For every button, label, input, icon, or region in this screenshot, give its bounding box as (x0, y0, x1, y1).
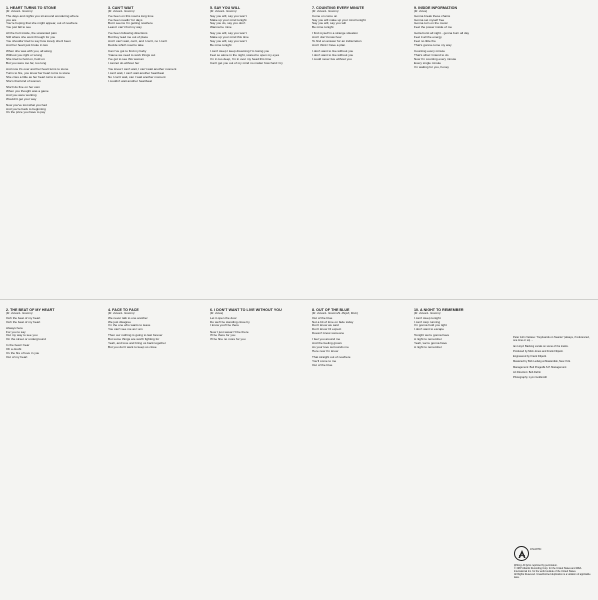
lyric-line: Don't know we said (312, 323, 339, 328)
lyric-line: Oh a doubt (6, 347, 22, 352)
song-credit: (M. Jones) (414, 9, 428, 14)
lyric-line: But you were too far, too long (6, 60, 47, 65)
lyric-line: I couldn't wait another heartbeat (108, 78, 152, 83)
lyric-line: Out of the blue (312, 362, 333, 367)
lyric-line: But you don't want to keep us close (108, 345, 157, 350)
atlantic-logo (514, 546, 529, 561)
lyric-line: I'm waiting for you, honey (414, 64, 449, 69)
lyric-line: Decide which road to take (108, 43, 144, 48)
song-title: 7. COUNTING EVERY MINUTE (312, 6, 365, 10)
label-name: ATLANTIC (530, 548, 542, 551)
lyric-line: But some things are worth fighting for (108, 337, 160, 342)
lyric-line: And you're back to beginning (6, 106, 46, 111)
lyric-line: Say you will, say you won't (210, 39, 247, 44)
lyric-line: But it seems I'm getting nowhere (108, 21, 153, 26)
lyric-stanza (6, 104, 102, 116)
lyric-stanza (6, 327, 102, 343)
lyric-stanza (312, 50, 408, 62)
lyric-line: When you thought was a game (6, 88, 49, 93)
lyric-line: Here now I'm know (312, 349, 339, 354)
lyric-line: 'Cause we need to work things out (108, 53, 156, 58)
lyric-line: She cries a little as her heart turns to stone (6, 74, 65, 79)
lyric-line: Come on come on (312, 13, 338, 18)
album-credits (513, 336, 593, 382)
lyric-line: And you were working (6, 92, 37, 97)
lyric-line: I've got to see this woman (108, 57, 144, 62)
lyric-line: All the hurt inside, the unwanted pain (6, 31, 57, 36)
song-title: 2. THE BEAT OF MY HEART (6, 308, 55, 312)
lyric-stanza (414, 317, 510, 333)
song-block (108, 308, 204, 594)
lyric-line: Gonna set myself free (414, 17, 445, 22)
lyric-stanza (414, 15, 510, 31)
lyric-line: you are (6, 17, 17, 22)
lyric-line: That's gonna come my way (414, 43, 452, 48)
lyric-stanza (414, 334, 510, 350)
lyric-line: Feel so alone in the night, scared to open my eyes (210, 53, 280, 58)
lyric-line: Say you will, say you will (312, 21, 346, 26)
lyric-stanza (210, 32, 306, 48)
song-credit: (M. Jones/L. Gramm/S. Mirjeh, Mom) (312, 311, 358, 316)
credit-paragraph: Photography: Lynn Goldsmith (513, 376, 548, 380)
lyric-line: I can't sleep I keep dreaming I'm losing you (210, 49, 270, 54)
lyric-line: I could never live without you (312, 57, 352, 62)
lyric-line: Gotta burst all night - gonna burn all day (414, 31, 470, 36)
song-credit: (M. Jones/L. Gramm) (6, 311, 33, 316)
song-credit: (M. Jones/L. Gramm) (108, 311, 135, 316)
lyric-line: It's the price you have to pay (6, 110, 46, 115)
lyric-line: Tonight we're gonna have (414, 333, 450, 338)
lyric-line: You're hoping that she might appear, out of nowhere (6, 21, 78, 26)
lyric-line: I can't sleep tonight (414, 315, 441, 320)
song-block (414, 308, 510, 594)
lyric-line: I find myself in a strange situation (312, 31, 358, 36)
lyric-line: But they lead me out of place (108, 35, 149, 40)
lyric-line: Wouldn't get your way (6, 96, 37, 101)
fine-print-line: Writing: All lyrics reprinted by permission. (514, 564, 558, 567)
lyric-line: And I think I have a plan (312, 43, 346, 48)
lyric-line: And I can't wait, can't, and I can't, no I can't (108, 39, 168, 44)
lyric-line: It's the fire of love in you (6, 351, 40, 356)
lyric-line: Wanna be mine (210, 25, 232, 30)
lyric-line: When she was with you, all along (6, 49, 52, 54)
lyric-line: Can I've got to find my baby (108, 49, 147, 54)
lyric-line: That's what I intend to do (414, 53, 449, 58)
lyric-line: She's that kind of woman (6, 78, 41, 83)
lyric-line: Yeah, we're gonna have (414, 341, 447, 346)
lyric-stanza (312, 15, 408, 31)
lyric-line: On the street or underground (6, 337, 46, 342)
lyric-stanza (414, 50, 510, 70)
song-block (414, 6, 510, 292)
lyric-stanza (108, 50, 204, 66)
lyric-line: That straight out of nowhere (312, 355, 351, 360)
fold-line (0, 299, 598, 300)
lyric-line: You'll come to me (312, 359, 337, 364)
credit-paragraph: Management: Bud Prager/E.S.P. Management (513, 365, 567, 369)
lyric-line: Out of my heart (6, 355, 28, 360)
atlantic-a-icon (517, 549, 527, 559)
lyric-line: Not a bit of time on fade today (312, 319, 354, 324)
song-block (108, 6, 204, 292)
lyric-line: Without you right or wrong (6, 53, 43, 58)
song-title: 10. A NIGHT TO REMEMBER (414, 308, 464, 312)
lyric-line: Feel it all the energy (414, 35, 442, 40)
lyric-line: And I don't know how (312, 35, 342, 40)
lyric-line: Turns to fire, you know her heart turns to stone (6, 70, 71, 75)
lyric-line: You can't see me as I am (108, 327, 143, 332)
lyric-line: Feel no little fire (414, 39, 436, 44)
lyric-line: Always here (6, 325, 23, 330)
lyric-line: I've been on this road a long time (108, 13, 154, 18)
credit-paragraph: Produced by Mick Jones and Frank Filipetti. (513, 349, 564, 353)
lyric-line: As your love surrounds me (312, 345, 349, 350)
lyric-stanza (108, 32, 204, 48)
lyric-line: Least I can't find my way (108, 25, 142, 30)
lyric-line: The days and nights you sit around wondering where (6, 13, 79, 18)
lyric-stanza (210, 331, 306, 343)
lyric-line: You just fall to see (6, 25, 31, 30)
credit-paragraph: Ian Lloyd: Backing vocals on some of the tracks. (513, 344, 569, 348)
lyric-line: Ooh the beat of my heart (6, 315, 41, 320)
lyric-line: Can't get you out of my mind no matter how hard I try (210, 60, 283, 65)
lyric-stanza (108, 334, 204, 350)
lyric-line: Say you will, say you won't (210, 13, 247, 18)
song-title: 4. FACE TO FACE (108, 308, 139, 312)
lyric-line: Doesn't know someone (312, 331, 345, 336)
credit-paragraph: Engineered by Frank Filipetti. (513, 355, 547, 359)
lyric-line: I cannot do without her (108, 60, 140, 65)
lyric-line: Don't know I'd expect (312, 327, 342, 332)
lyric-line: Counting every minute (414, 49, 445, 54)
fine-print (514, 564, 594, 579)
lyric-line: Make up your mind tonight (210, 17, 247, 22)
lyric-line: Say you will, say you won't (210, 31, 247, 36)
credit-paragraph: Art Direction: Bob Defrin (513, 371, 541, 375)
lyric-line: We just disagree (108, 319, 131, 324)
song-block (210, 6, 306, 292)
lyric-stanza (312, 338, 408, 354)
song-title: 3. CAN'T WAIT (108, 6, 134, 10)
lyric-line: Be mine tonight (312, 25, 334, 30)
lyric-line: And now it's over and her heart turns to stone (6, 67, 69, 72)
lyric-line: I'm the one who wants to leave (108, 323, 151, 328)
lyric-line: Gonna turn on the music (414, 21, 448, 26)
lyric-line: I've been readin' for days (108, 17, 143, 22)
lyric-line: Be mine tonight (210, 43, 232, 48)
song-block (210, 308, 306, 594)
lyric-stanza (6, 68, 102, 84)
song-block (312, 308, 408, 594)
lyric-stanza (210, 15, 306, 31)
lyric-line: Let it open the door (210, 315, 237, 320)
song-block (6, 6, 102, 292)
lyric-line: We never talk to one another (108, 315, 148, 320)
lyric-line: I know you'll be there (210, 323, 239, 328)
lyric-stanza (210, 50, 306, 66)
lyric-line: For you to say (6, 329, 26, 334)
lyric-line: And her heart just broke in two (6, 43, 48, 48)
lyric-stanza (108, 68, 204, 84)
lyric-line: She'll do fine on her own (6, 84, 40, 89)
lyric-line: She tried to hold on, hold on (6, 57, 45, 62)
lyric-stanza (312, 32, 408, 48)
lyric-stanza (414, 32, 510, 48)
song-block (6, 308, 102, 594)
credit-paragraph: Peter John Vettese: "Keyboards on Swanie" (always, if referenced, one time or so) ... (513, 336, 590, 343)
lyric-stanza (108, 317, 204, 333)
lyric-line: A night to remember (414, 345, 442, 350)
lyric-line: I can't stop running (414, 319, 441, 324)
fine-print-line: © 1987 Atlantic Recording Corp. for the United States and WEA International Inc. for the world outside of the United States. (514, 567, 582, 573)
lyric-line: Every single minute (414, 60, 441, 65)
lyric-line: A night to remember (414, 337, 442, 342)
lyric-line: In the beat I hear (6, 343, 30, 348)
song-title: 9. INSIDE INFORMATION (414, 6, 458, 10)
lyric-line: I don't want to live without you (312, 49, 354, 54)
lyric-line: Now I just swear I'll be there (210, 329, 249, 334)
song-title: 5. SAY YOU WILL (210, 6, 241, 10)
lyric-stanza (108, 15, 204, 31)
lyric-stanza (6, 344, 102, 360)
lyric-line: Make up your mind this time (210, 35, 249, 40)
lyric-line: Feel the power inside of me (414, 25, 453, 30)
lyric-line: Out of the blue (312, 315, 333, 320)
lyric-line: Do we'll be standing close by (210, 319, 250, 324)
lyric-line: Ooh the beat of my heart (6, 319, 41, 324)
lyric-stanza (312, 317, 408, 337)
lyric-line: To find an answer for an indiscretion (312, 39, 362, 44)
fine-print-line: All Rights Reserved. Unauthorized duplication is a violation of applicable laws. (514, 573, 591, 579)
lyric-line: I'll be fine no more for you (210, 337, 246, 342)
lyric-line: You shoulda' tried to say how lonely she'd been (6, 39, 71, 44)
lyric-line: And the feeling grows (312, 341, 342, 346)
lyric-line: I've been following directions (108, 31, 148, 36)
lyric-line: I feel you around me (312, 337, 341, 342)
song-title: 8. OUT OF THE BLUE (312, 308, 350, 312)
lyric-line: Say you will make up your mind tonight (312, 17, 366, 22)
lyric-stanza (6, 15, 102, 31)
song-credit: (M. Jones/L. Gramm) (210, 9, 237, 14)
song-credit: (M. Jones/L. Gramm) (414, 311, 441, 316)
lyric-line: No I can't wait, can I wait another moment (108, 74, 166, 79)
song-credit: (M. Jones/L. Gramm) (108, 9, 135, 14)
lyric-line: Gonna break these chains (414, 13, 451, 18)
lyric-line: I can't wait, I can't wait another heartbeat (108, 70, 165, 75)
lyric-line: Still where she went through for you (6, 35, 56, 40)
lyric-line: Now I'm counting every minute (414, 57, 457, 62)
lyric-stanza (6, 50, 102, 66)
lyric-stanza (6, 317, 102, 325)
song-title: 1. HEART TURNS TO STONE (6, 6, 57, 10)
lyric-line: I don't want to escape (414, 327, 445, 332)
song-credit: (M. Jones) (210, 311, 224, 316)
lyric-line: I'll be there for you (210, 333, 236, 338)
song-title: 6. I DON'T WANT TO LIVE WITHOUT YOU (210, 308, 282, 312)
lyric-line: Yeah, and love and bring us back together (108, 341, 166, 346)
credit-paragraph: Mastered by Bob Ludwig at Masterdisk, New York. (513, 360, 571, 364)
lyric-line: I'm gonna hold you tight (414, 323, 447, 328)
lyric-line: Out my way to see you (6, 333, 38, 338)
lyric-line: I don't want to live without you (312, 53, 354, 58)
lyric-line: You know I can't wait, I can't wait another moment (108, 67, 177, 72)
song-credit: (M. Jones/L. Gramm) (6, 9, 33, 14)
lyric-stanza (6, 86, 102, 102)
lyric-line: Then our nothing is going to last forever (108, 333, 163, 338)
lyric-stanza (6, 32, 102, 48)
lyric-line: Say you do, say you don't (210, 21, 246, 26)
song-block (312, 6, 408, 292)
lyric-line: Now you've lost what you had (6, 102, 47, 107)
lyric-stanza (312, 356, 408, 368)
lyric-line: I'm in too deep, I'm in over my head this time (210, 57, 272, 62)
lyric-stanza (210, 317, 306, 329)
song-credit: (M. Jones/L. Gramm) (312, 9, 339, 14)
